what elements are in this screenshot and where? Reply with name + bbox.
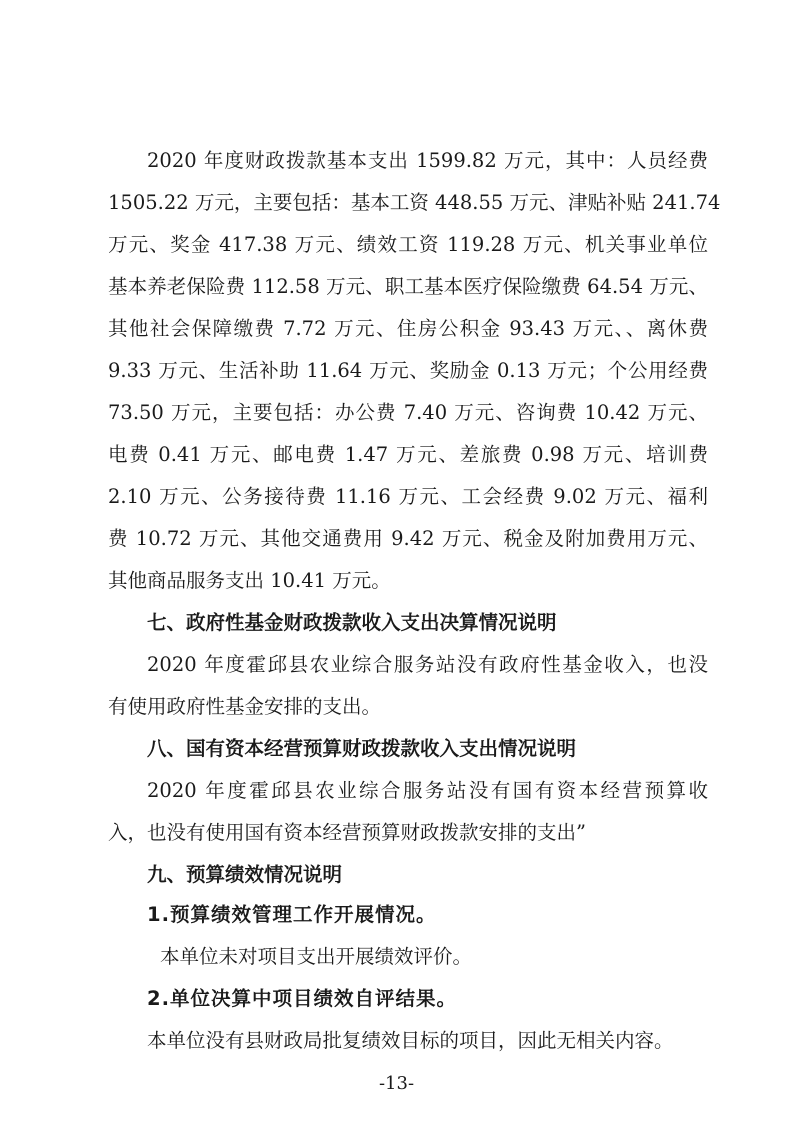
paragraph-line: 入，也没有使用国有资本经营预算财政拨款安排的支出” <box>108 821 586 844</box>
paragraph-line: 其他社会保障缴费 7.72 万元、住房公积金 93.43 万元、、离休费 <box>108 317 708 340</box>
section-heading-9: 九、预算绩效情况说明 <box>147 863 343 886</box>
paragraph-line: 2.10 万元、公务接待费 11.16 万元、工会经费 9.02 万元、福利 <box>108 485 708 508</box>
paragraph-line: 1505.22 万元，主要包括：基本工资 448.55 万元、津贴补贴 241.74 <box>108 191 721 214</box>
subsection-heading-1: 1.预算绩效管理工作开展情况。 <box>147 903 437 926</box>
subsection-heading-2: 2.单位决算中项目绩效自评结果。 <box>147 987 457 1010</box>
section-heading-8: 八、国有资本经营预算财政拨款收入支出情况说明 <box>147 737 577 760</box>
paragraph-line: 73.50 万元，主要包括：办公费 7.40 万元、咨询费 10.42 万元、 <box>108 401 708 424</box>
paragraph-line: 有使用政府性基金安排的支出。 <box>108 695 382 718</box>
paragraph-line: 其他商品服务支出 10.41 万元。 <box>108 569 391 592</box>
page-number: -13- <box>378 1073 415 1094</box>
section-heading-7: 七、政府性基金财政拨款收入支出决算情况说明 <box>147 611 557 634</box>
paragraph-line: 费 10.72 万元、其他交通费用 9.42 万元、税金及附加费用万元、 <box>108 527 708 550</box>
paragraph-line: 万元、奖金 417.38 万元、绩效工资 119.28 万元、机关事业单位 <box>108 233 708 256</box>
subsection-text-1: 本单位未对项目支出开展绩效评价。 <box>160 945 473 968</box>
paragraph-line: 基本养老保险费 112.58 万元、职工基本医疗保险缴费 64.54 万元、 <box>108 275 708 298</box>
paragraph-line: 9.33 万元、生活补助 11.64 万元、奖励金 0.13 万元；个公用经费 <box>108 359 708 382</box>
subsection-text-2: 本单位没有县财政局批复绩效目标的项目，因此无相关内容。 <box>147 1029 674 1052</box>
paragraph-line: 2020 年度霍邱县农业综合服务站没有国有资本经营预算收 <box>147 779 708 802</box>
paragraph-line: 2020 年度霍邱县农业综合服务站没有政府性基金收入，也没 <box>147 653 708 676</box>
paragraph-line: 2020 年度财政拨款基本支出 1599.82 万元，其中：人员经费 <box>147 149 708 172</box>
paragraph-line: 电费 0.41 万元、邮电费 1.47 万元、差旅费 0.98 万元、培训费 <box>108 443 708 466</box>
